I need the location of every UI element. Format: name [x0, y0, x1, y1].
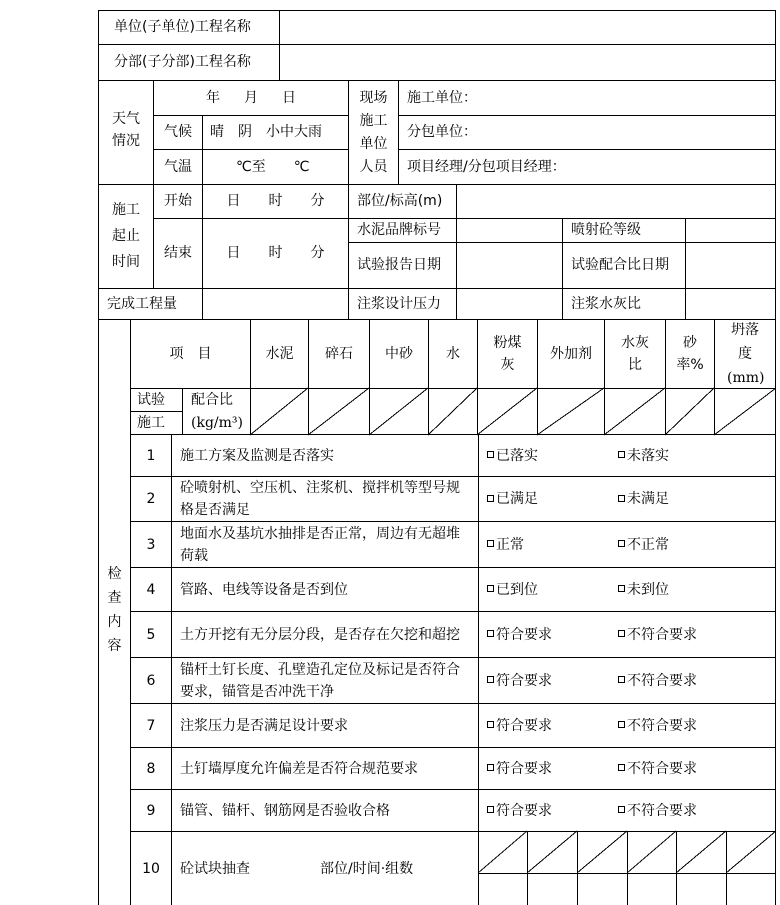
mix-col-medium-sand: 中砂: [385, 346, 413, 362]
start-time-field[interactable]: 日 时 分: [226, 193, 325, 209]
location-elevation-field[interactable]: [457, 185, 775, 218]
item-4-option-2[interactable]: 未到位: [610, 568, 775, 611]
construction-unit-field[interactable]: 施工单位：: [407, 89, 477, 106]
unit-project-name-label: 单位(子单位)工程名称: [114, 19, 251, 35]
project-manager-field[interactable]: 项目经理/分包项目经理：: [407, 158, 566, 175]
mix-col-fly-ash: 粉煤灰: [493, 335, 522, 373]
temperature-label: 气温: [164, 158, 192, 175]
checkbox-icon: [618, 495, 625, 502]
grouting-wc-ratio-field[interactable]: [686, 289, 775, 319]
item-3-option-1[interactable]: 正常: [479, 522, 609, 567]
item-2-option-1[interactable]: 已满足: [479, 477, 609, 521]
mix-col-water: 水: [446, 346, 460, 362]
item-10-text: 砼试块抽查: [180, 860, 250, 877]
completion-quantity-label: 完成工程量: [107, 295, 177, 312]
grouting-wc-ratio-label: 注浆水灰比: [571, 295, 641, 312]
item-5-option-2[interactable]: 不符合要求: [610, 612, 775, 657]
checkbox-icon: [487, 676, 494, 683]
completion-quantity-field[interactable]: [203, 289, 348, 319]
item-5-number: 5: [146, 626, 156, 643]
item-8-option-2[interactable]: 不符合要求: [610, 748, 775, 789]
division-project-name-field[interactable]: [280, 45, 775, 80]
item-1-option-1[interactable]: 已落实: [479, 435, 609, 476]
mix-ratio-date-label: 试验配合比日期: [571, 257, 669, 273]
item-3-option-2[interactable]: 不正常: [610, 522, 775, 567]
checkbox-icon: [487, 540, 494, 547]
mix-col-slump: 坍落度(mm): [727, 322, 765, 386]
climate-options[interactable]: 晴 阴 小中大雨: [210, 124, 322, 140]
checkbox-icon: [487, 451, 494, 458]
item-7-text: 注浆压力是否满足设计要求: [180, 717, 348, 734]
checkbox-icon: [618, 451, 625, 458]
mix-row-construction-label: 施工: [137, 414, 165, 431]
grouting-pressure-field[interactable]: [457, 289, 562, 319]
checkbox-icon: [487, 495, 494, 502]
end-time-field[interactable]: 日 时 分: [226, 245, 325, 261]
item-8-number: 8: [146, 760, 156, 777]
item-2-option-2[interactable]: 未满足: [610, 477, 775, 521]
item-9-option-1[interactable]: 符合要求: [479, 790, 609, 831]
start-label: 开始: [164, 193, 192, 209]
cement-brand-field[interactable]: [457, 219, 562, 242]
mix-col-admixture: 外加剂: [550, 346, 592, 362]
shotcrete-grade-label: 喷射砼等级: [571, 222, 641, 238]
item-4-text: 管路、电线等设备是否到位: [180, 581, 348, 598]
grouting-pressure-label: 注浆设计压力: [357, 295, 441, 312]
item-5-text: 土方开挖有无分层分段，是否存在欠挖和超挖: [180, 626, 460, 643]
weather-date[interactable]: [154, 80, 348, 115]
item-8-option-1[interactable]: 符合要求: [479, 748, 609, 789]
item-9-option-2[interactable]: 不符合要求: [610, 790, 775, 831]
checkbox-icon: [487, 764, 494, 771]
item-6-option-2[interactable]: 不符合要求: [610, 658, 775, 703]
item-9-text: 锚管、锚杆、钢筋网是否验收合格: [180, 802, 390, 819]
climate-label: 气候: [164, 124, 192, 140]
checkbox-icon: [618, 806, 625, 813]
mix-col-sand-ratio: 砂率%: [676, 335, 704, 373]
item-6-option-1[interactable]: 符合要求: [479, 658, 609, 703]
division-project-name-label: 分部(子分部)工程名称: [114, 54, 251, 70]
end-label: 结束: [164, 245, 192, 261]
item-9-number: 9: [146, 802, 156, 819]
test-report-date-label: 试验报告日期: [357, 257, 441, 273]
mix-col-cement: 水泥: [265, 346, 294, 362]
item-3-number: 3: [146, 536, 156, 553]
location-elevation-label: 部位/标高(m): [357, 193, 443, 209]
mix-ratio-label: 配合比: [191, 391, 233, 408]
mix-col-gravel: 碎石: [325, 346, 353, 362]
weather-section-label: 天气情况: [112, 111, 140, 149]
test-report-date-field[interactable]: [457, 243, 562, 288]
item-7-option-1[interactable]: 符合要求: [479, 704, 609, 747]
item-7-number: 7: [146, 717, 156, 734]
subcontract-unit-field[interactable]: 分包单位：: [407, 124, 477, 140]
item-4-option-1[interactable]: 已到位: [479, 568, 609, 611]
item-10-number: 10: [142, 860, 160, 877]
mix-row-test-label: 试验: [137, 391, 165, 408]
item-6-number: 6: [146, 672, 156, 689]
date-day-label: 日: [282, 89, 296, 106]
item-3-text: 地面水及基坑水抽排是否正常，周边有无超堆荷载: [180, 525, 460, 564]
item-1-number: 1: [146, 447, 156, 464]
temperature-range[interactable]: ℃至 ℃: [236, 158, 310, 175]
site-staff-label: 现场施工单位人员: [359, 89, 388, 175]
unit-project-name-field[interactable]: [280, 11, 775, 44]
inspection-section-label: 检查内容: [107, 566, 122, 654]
mix-item-header: 项 目: [169, 346, 212, 362]
checkbox-icon: [618, 764, 625, 771]
checkbox-icon: [618, 630, 625, 637]
item-1-text: 施工方案及监测是否落实: [180, 447, 334, 464]
checkbox-icon: [618, 676, 625, 683]
checkbox-icon: [618, 585, 625, 592]
item-4-number: 4: [146, 581, 156, 598]
date-year-label: 年: [206, 89, 220, 106]
item-1-option-2[interactable]: 未落实: [610, 435, 775, 476]
mix-ratio-unit: (kg/m³): [191, 414, 243, 431]
mix-col-wc-ratio: 水灰比: [621, 335, 649, 373]
shotcrete-grade-field[interactable]: [686, 219, 775, 242]
item-2-number: 2: [146, 491, 156, 507]
checkbox-icon: [487, 585, 494, 592]
checkbox-icon: [618, 540, 625, 547]
checkbox-icon: [487, 630, 494, 637]
checkbox-icon: [618, 721, 625, 728]
checkbox-icon: [487, 721, 494, 728]
construction-time-label: 施工起止时间: [112, 202, 140, 270]
date-month-label: 月: [244, 89, 258, 106]
checkbox-icon: [487, 806, 494, 813]
item-2-text: 砼喷射机、空压机、注浆机、搅拌机等型号规格是否满足: [180, 480, 460, 518]
cement-brand-label: 水泥品牌标号: [357, 222, 441, 238]
item-5-option-1[interactable]: 符合要求: [479, 612, 609, 657]
item-8-text: 土钉墙厚度允许偏差是否符合规范要求: [180, 760, 418, 777]
item-7-option-2[interactable]: 不符合要求: [610, 704, 775, 747]
mix-ratio-date-field[interactable]: [686, 243, 775, 288]
item-6-text: 锚杆土钉长度、孔壁造孔定位及标记是否符合要求，锚管是否冲洗干净: [180, 661, 460, 700]
item-10-sub-label: 部位/时间·组数: [320, 860, 414, 877]
